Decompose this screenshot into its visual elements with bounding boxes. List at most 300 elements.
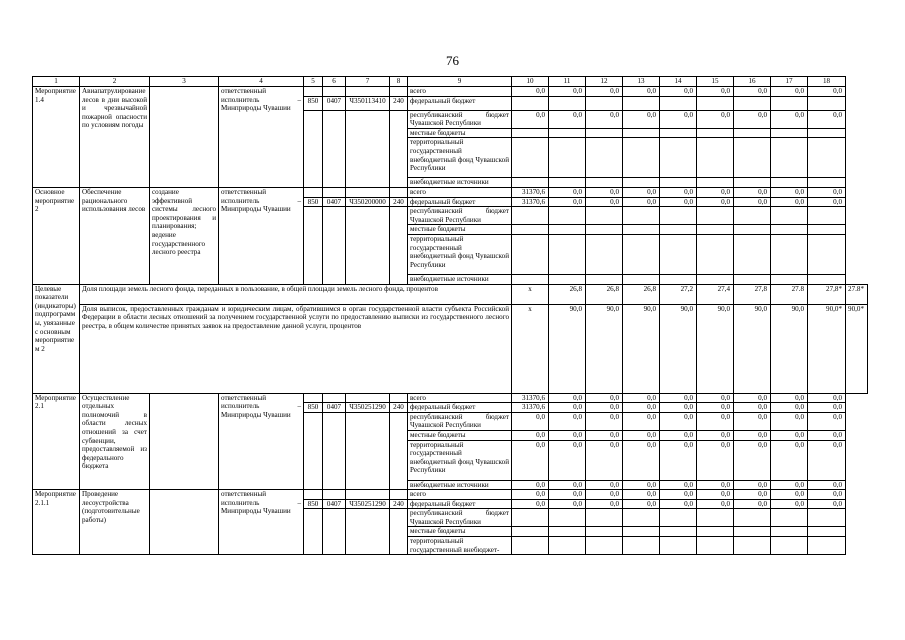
value-cell: 0,0 [660,440,697,480]
column-number: 9 [408,77,512,87]
funding-source: республиканский бюджет Чувашской Республики [408,207,512,225]
value-cell [512,138,549,178]
budget-code: 0407 [323,403,346,413]
funding-source: местные бюджеты [408,225,512,235]
value-cell: 0,0 [660,403,697,413]
code-cell [323,393,346,403]
column-number: 2 [80,77,150,87]
value-cell [549,178,586,188]
value-cell: 0,0 [623,430,660,440]
value-cell: 0,0 [697,490,734,500]
value-cell: 0,0 [734,499,771,509]
value-cell [734,178,771,188]
value-cell [771,234,808,274]
funding-source: внебюджетные источники [408,274,512,284]
value-cell [623,537,660,555]
value-cell: 0,0 [660,490,697,500]
value-cell: 0,0 [660,110,697,128]
value-cell: 0,0 [586,403,623,413]
value-cell [660,207,697,225]
value-cell: 0,0 [623,480,660,490]
value-cell: 0,0 [660,499,697,509]
value-cell [660,274,697,284]
value-cell: 0,0 [660,197,697,207]
value-cell [660,96,697,110]
column-number: 13 [623,77,660,87]
value-cell [697,207,734,225]
target-value: 27,8 [734,284,771,304]
value-cell [586,138,623,178]
value-cell [660,509,697,527]
code-cell [304,412,323,489]
value-cell [623,225,660,235]
column-number: 11 [549,77,586,87]
value-cell [512,537,549,555]
funding-source: территориальный государственный внебюджетный фонд Чувашской Республики [408,440,512,480]
target-value: 90,0* [808,304,846,393]
target-marker: х [512,284,549,304]
budget-table [32,76,868,555]
value-cell: 0,0 [734,412,771,430]
value-cell: 0,0 [734,197,771,207]
value-cell: 0,0 [697,403,734,413]
value-cell [512,527,549,537]
value-cell [697,537,734,555]
code-cell [346,110,390,187]
value-cell [586,225,623,235]
code-cell [390,490,408,500]
value-cell [549,207,586,225]
value-cell: 0,0 [512,499,549,509]
value-cell [586,509,623,527]
value-cell: 31370,6 [512,187,549,197]
funding-source: внебюджетные источники [408,178,512,188]
value-cell: 0,0 [771,430,808,440]
code-cell [390,207,408,284]
value-cell: 0,0 [808,480,846,490]
value-cell: 0,0 [549,110,586,128]
responsible-executor: ответственный исполнитель – Минприроды Чувашии [219,187,304,284]
value-cell [771,138,808,178]
column-number: 18 [808,77,846,87]
target-value: 90,0 [660,304,697,393]
value-cell: 0,0 [808,412,846,430]
budget-code: 0407 [323,499,346,509]
value-cell [660,527,697,537]
budget-code: Ч350200000 [346,197,390,207]
value-cell: 0,0 [771,187,808,197]
value-cell [808,207,846,225]
value-cell: 0,0 [549,87,586,97]
value-cell [586,527,623,537]
value-cell [512,274,549,284]
target-value: 90,0 [697,304,734,393]
value-cell: 0,0 [808,499,846,509]
event-description: Авиапатрулирование лесов в дни высокой и чрезвычайной пожарной опасности по условиям погоды [80,87,150,188]
responsible-executor: ответственный исполнитель – Минприроды Чувашии [219,393,304,490]
value-cell: 0,0 [512,430,549,440]
expected-result [150,87,219,188]
value-cell: 0,0 [734,187,771,197]
value-cell [771,96,808,110]
value-cell [549,537,586,555]
value-cell [697,274,734,284]
event-name: Основное мероприятие 2 [33,187,80,284]
funding-source: всего [408,87,512,97]
column-number: 4 [219,77,304,87]
code-cell [304,509,323,555]
code-cell [323,412,346,489]
funding-source: всего [408,393,512,403]
budget-code: Ч350251290 [346,499,390,509]
column-number: 17 [771,77,808,87]
value-cell: 0,0 [808,440,846,480]
value-cell: 0,0 [697,412,734,430]
code-cell [304,207,323,284]
value-cell [512,128,549,138]
value-cell: 0,0 [586,430,623,440]
funding-source: территориальный государственный внебюджет- [408,537,512,555]
header-row [33,77,868,87]
value-cell: 0,0 [586,110,623,128]
target-indicators-label: Целевые показатели (индикаторы) подпрограммы, увязанные с основным мероприятием 2 [33,284,80,393]
budget-code: 850 [304,197,323,207]
code-cell [346,490,390,500]
column-number: 16 [734,77,771,87]
funding-source: территориальный государственный внебюджетный фонд Чувашской Республики [408,138,512,178]
target-value: 27.8* [846,284,868,304]
funding-source: федеральный бюджет [408,96,512,110]
code-cell [323,87,346,97]
value-cell [549,138,586,178]
value-cell: 0,0 [660,430,697,440]
value-cell [549,527,586,537]
value-cell [586,96,623,110]
value-cell [512,234,549,274]
value-cell: 0,0 [771,440,808,480]
target-value: 90,0 [771,304,808,393]
budget-code: Ч350113410 [346,96,390,110]
funding-source: республиканский бюджет Чувашской Республики [408,509,512,527]
value-cell: 0,0 [512,110,549,128]
value-cell: 0,0 [586,187,623,197]
value-cell: 0,0 [623,490,660,500]
event-name: Мероприятие 2.1 [33,393,80,490]
value-cell: 0,0 [586,412,623,430]
value-cell: 0,0 [808,393,846,403]
value-cell [512,96,549,110]
target-value: 90,0 [734,304,771,393]
value-cell [697,234,734,274]
value-cell: 0,0 [771,412,808,430]
target-value: 26,8 [623,284,660,304]
value-cell: 0,0 [549,393,586,403]
table-row [33,393,868,403]
value-cell: 0,0 [771,499,808,509]
value-cell: 0,0 [660,187,697,197]
value-cell [697,96,734,110]
budget-code: 850 [304,499,323,509]
value-cell: 0,0 [697,393,734,403]
value-cell: 0,0 [586,440,623,480]
value-cell: 31370,6 [512,393,549,403]
value-cell: 0,0 [586,480,623,490]
value-cell: 0,0 [734,430,771,440]
value-cell: 0,0 [697,197,734,207]
value-cell [660,225,697,235]
funding-source: республиканский бюджет Чувашской Республики [408,110,512,128]
responsible-executor: ответственный исполнитель – Минприроды Чувашии [219,87,304,188]
code-cell [304,187,323,197]
code-cell [323,490,346,500]
value-cell: 0,0 [512,440,549,480]
value-cell [586,207,623,225]
value-cell [623,178,660,188]
event-description: Обеспечение рационального использования лесов [80,187,150,284]
code-cell [390,87,408,97]
target-value: 26,8 [549,284,586,304]
table-row [33,187,868,197]
value-cell: 0,0 [697,480,734,490]
value-cell: 0,0 [549,440,586,480]
value-cell [660,138,697,178]
value-cell [734,509,771,527]
code-cell [323,110,346,187]
value-cell: 0,0 [697,430,734,440]
funding-source: внебюджетные источники [408,480,512,490]
value-cell: 0,0 [623,110,660,128]
value-cell [586,178,623,188]
value-cell: 0,0 [549,430,586,440]
value-cell [623,527,660,537]
funding-source: федеральный бюджет [408,197,512,207]
value-cell [586,128,623,138]
value-cell: 0,0 [734,110,771,128]
event-name: Мероприятие 2.1.1 [33,490,80,555]
value-cell [771,207,808,225]
value-cell: 0,0 [771,393,808,403]
value-cell: 0,0 [549,490,586,500]
budget-code: 240 [390,499,408,509]
budget-code: Ч350251290 [346,403,390,413]
value-cell: 31370,6 [512,197,549,207]
value-cell: 0,0 [623,393,660,403]
table-row [33,304,868,393]
target-indicator-1: Доля площади земель лесного фонда, переданных в пользование, в общей площади земель лесного фонда, процентов [80,284,512,304]
value-cell: 0,0 [623,499,660,509]
expected-result: создание эффективной системы лесного проектирования и планирования; ведение государственного лесного реестра [150,187,219,284]
column-number: 15 [697,77,734,87]
value-cell: 0,0 [734,480,771,490]
budget-code: 240 [390,403,408,413]
value-cell [771,274,808,284]
column-number: 3 [150,77,219,87]
value-cell: 0,0 [734,490,771,500]
code-cell [304,490,323,500]
funding-source: республиканский бюджет Чувашской Республики [408,412,512,430]
code-cell [304,87,323,97]
code-cell [390,187,408,197]
funding-source: местные бюджеты [408,527,512,537]
value-cell [586,274,623,284]
target-value: 90,0 [586,304,623,393]
value-cell: 0,0 [697,499,734,509]
column-number: 7 [346,77,390,87]
value-cell [623,234,660,274]
budget-code: 0407 [323,197,346,207]
value-cell [808,234,846,274]
value-cell: 0,0 [660,393,697,403]
value-cell [734,138,771,178]
value-cell [512,225,549,235]
value-cell: 0,0 [512,412,549,430]
value-cell [549,509,586,527]
value-cell: 0,0 [771,197,808,207]
value-cell: 0,0 [549,403,586,413]
value-cell [734,527,771,537]
target-value: 27,2 [660,284,697,304]
value-cell: 0,0 [697,110,734,128]
code-cell [323,187,346,197]
value-cell [734,234,771,274]
value-cell: 0,0 [623,440,660,480]
target-value: 90,0 [549,304,586,393]
value-cell: 0,0 [697,187,734,197]
value-cell: 0,0 [771,490,808,500]
table-row [33,490,868,500]
value-cell [586,537,623,555]
value-cell: 0,0 [808,430,846,440]
value-cell [808,509,846,527]
code-cell [346,187,390,197]
value-cell: 0,0 [549,197,586,207]
funding-source: территориальный государственный внебюджетный фонд Чувашской Республики [408,234,512,274]
value-cell [697,128,734,138]
value-cell [808,274,846,284]
value-cell [660,178,697,188]
value-cell [734,225,771,235]
value-cell: 0,0 [586,393,623,403]
value-cell [549,274,586,284]
value-cell [771,225,808,235]
value-cell [771,178,808,188]
column-number: 1 [33,77,80,87]
value-cell: 0,0 [808,110,846,128]
value-cell: 0,0 [512,480,549,490]
value-cell: 0,0 [623,403,660,413]
value-cell: 0,0 [512,87,549,97]
value-cell [808,96,846,110]
target-value: 90,0* [846,304,868,393]
value-cell [808,178,846,188]
value-cell [623,207,660,225]
value-cell: 0,0 [586,490,623,500]
value-cell [623,138,660,178]
value-cell: 0,0 [808,403,846,413]
target-value: 27,8* [808,284,846,304]
value-cell [549,96,586,110]
value-cell: 0,0 [660,480,697,490]
code-cell [346,509,390,555]
value-cell: 0,0 [660,87,697,97]
value-cell: 0,0 [623,87,660,97]
value-cell [697,178,734,188]
funding-source: всего [408,187,512,197]
value-cell: 0,0 [697,440,734,480]
column-number: 14 [660,77,697,87]
column-number: 6 [323,77,346,87]
value-cell [697,509,734,527]
code-cell [304,393,323,403]
budget-code: 240 [390,197,408,207]
code-cell [346,412,390,489]
value-cell: 0,0 [623,412,660,430]
target-value: 27.8 [771,284,808,304]
value-cell: 0,0 [734,403,771,413]
value-cell [734,128,771,138]
value-cell [660,234,697,274]
value-cell [549,128,586,138]
code-cell [390,412,408,489]
column-number: 8 [390,77,408,87]
value-cell: 0,0 [586,499,623,509]
value-cell [623,128,660,138]
code-cell [346,207,390,284]
value-cell [771,537,808,555]
value-cell: 0,0 [549,412,586,430]
column-number: 12 [586,77,623,87]
value-cell [734,274,771,284]
code-cell [346,87,390,97]
value-cell [697,527,734,537]
value-cell [808,527,846,537]
value-cell: 0,0 [734,440,771,480]
budget-code: 0407 [323,96,346,110]
value-cell: 0,0 [734,87,771,97]
target-indicator-2: Доля выписок, предоставленных гражданам и юридическим лицам, обратившимся в орган государственной власти субъекта Российской Федерации в области лесных отношений за получением государственной услуги по предоставлению выписки из государственного лесного реестра, в общем количестве принятых заявок на предоставление данной услуги, процентов [80,304,512,393]
table-row [33,87,868,97]
value-cell [660,537,697,555]
value-cell: 0,0 [808,490,846,500]
value-cell: 0,0 [771,403,808,413]
event-description: Проведение лесоустройства (подготовительные работы) [80,490,150,555]
value-cell: 0,0 [549,187,586,197]
value-cell: 0,0 [660,412,697,430]
value-cell [623,96,660,110]
value-cell [623,509,660,527]
code-cell [390,393,408,403]
value-cell: 0,0 [808,87,846,97]
value-cell: 0,0 [623,187,660,197]
value-cell [808,225,846,235]
target-value: 90,0 [623,304,660,393]
funding-source: местные бюджеты [408,430,512,440]
budget-code: 240 [390,96,408,110]
code-cell [323,207,346,284]
value-cell [512,207,549,225]
value-cell: 0,0 [771,480,808,490]
value-cell [586,234,623,274]
funding-source: федеральный бюджет [408,499,512,509]
event-description: Осуществление отдельных полномочий в области лесных отношений за счет субвенции, предоставляемой из федерального бюджета [80,393,150,490]
value-cell: 0,0 [734,393,771,403]
value-cell [549,234,586,274]
value-cell [734,537,771,555]
expected-result [150,393,219,490]
value-cell [734,96,771,110]
code-cell [323,509,346,555]
target-value: 27,4 [697,284,734,304]
